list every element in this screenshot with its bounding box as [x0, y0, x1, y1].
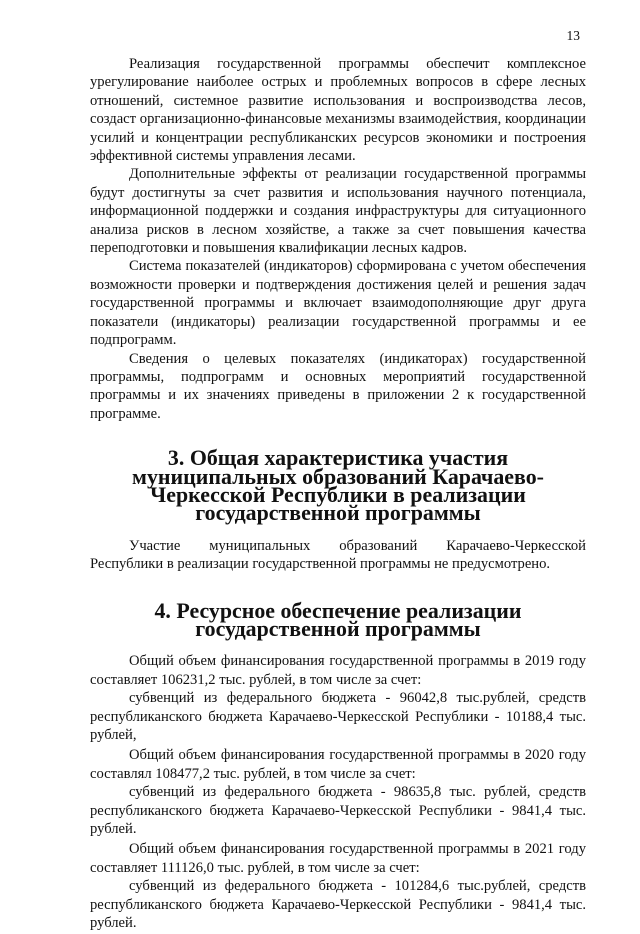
funding-detail: субвенций из федерального бюджета - 101284,6 тыс.рублей, средств республиканского бюджета Карачаево-Черкесской Республики - 9841,4 тыс. рублей.	[90, 878, 586, 932]
paragraph-additional-effects: Дополнительные эффекты от реализации государственной программы будут достигнуты за счет развития и использования научного потенциала, информационной поддержки и создания инфраструктуры для ситуационного анализа рисков в лесном хозяйстве, а также за счет повышения качества переподготовки и повышения квалификации лесных кадров.	[90, 166, 586, 257]
funding-year-2021	[90, 840, 586, 932]
section-3-title: 3. Общая характеристика участия муниципальных образований Карачаево-Черкесской Республики в реализации государственной программы	[132, 445, 544, 526]
funding-detail: субвенций из федерального бюджета - 96042,8 тыс.рублей, средств республиканского бюджета Карачаево-Черкесской Республики - 10188,4 тыс. рублей,	[90, 690, 586, 743]
funding-total: Общий объем финансирования государственной программы в 2020 году составлял 108477,2 тыс. рублей, в том числе за счет:	[90, 747, 586, 782]
funding-total: Общий объем финансирования государственной программы в 2019 году составляет 106231,2 тыс. рублей, в том числе за счет:	[90, 653, 586, 688]
page-number: 13	[566, 28, 580, 43]
paragraph-program-effects: Реализация государственной программы обеспечит комплексное урегулирование наиболее острых и проблемных вопросов в сфере лесных отношений, системное развитие использования и воспроизводства лесов, создаст организационно-финансовые механизмы взаимодействия, координации усилий и концентрации республиканских ресурсов экономики и построения эффективной системы управления лесами.	[90, 56, 586, 165]
funding-total: Общий объем финансирования государственной программы в 2021 году составляет 111126,0 тыс. рублей, в том числе за счет:	[90, 841, 586, 876]
page-content	[90, 55, 586, 934]
section-4-title: 4. Ресурсное обеспечение реализации государственной программы	[154, 597, 522, 641]
section-3-body: Участие муниципальных образований Карачаево-Черкесской Республики в реализации государственной программы не предусмотрено.	[90, 537, 586, 573]
section-2-conclusion	[90, 55, 586, 423]
funding-year-2020	[90, 746, 586, 838]
funding-year-2019	[90, 652, 586, 744]
paragraph-indicator-system: Система показателей (индикаторов) сформирована с учетом обеспечения возможности проверки и подтверждения достижения целей и решения задач государственной программы и включает взаимодополняющие друг друга показатели (индикаторы) реализации государственной программы и ее подпрограмм.	[90, 258, 586, 349]
section-4-funding	[90, 652, 586, 932]
funding-detail: субвенций из федерального бюджета - 98635,8 тыс. рублей, средств республиканского бюджета Карачаево-Черкесской Республики - 9841,4 тыс. рублей.	[90, 784, 586, 838]
paragraph-indicator-reference: Сведения о целевых показателях (индикаторах) государственной программы, подпрограмм и основных мероприятий государственной программы и их значениях приведены в приложении 2 к государственной программе.	[90, 350, 586, 422]
